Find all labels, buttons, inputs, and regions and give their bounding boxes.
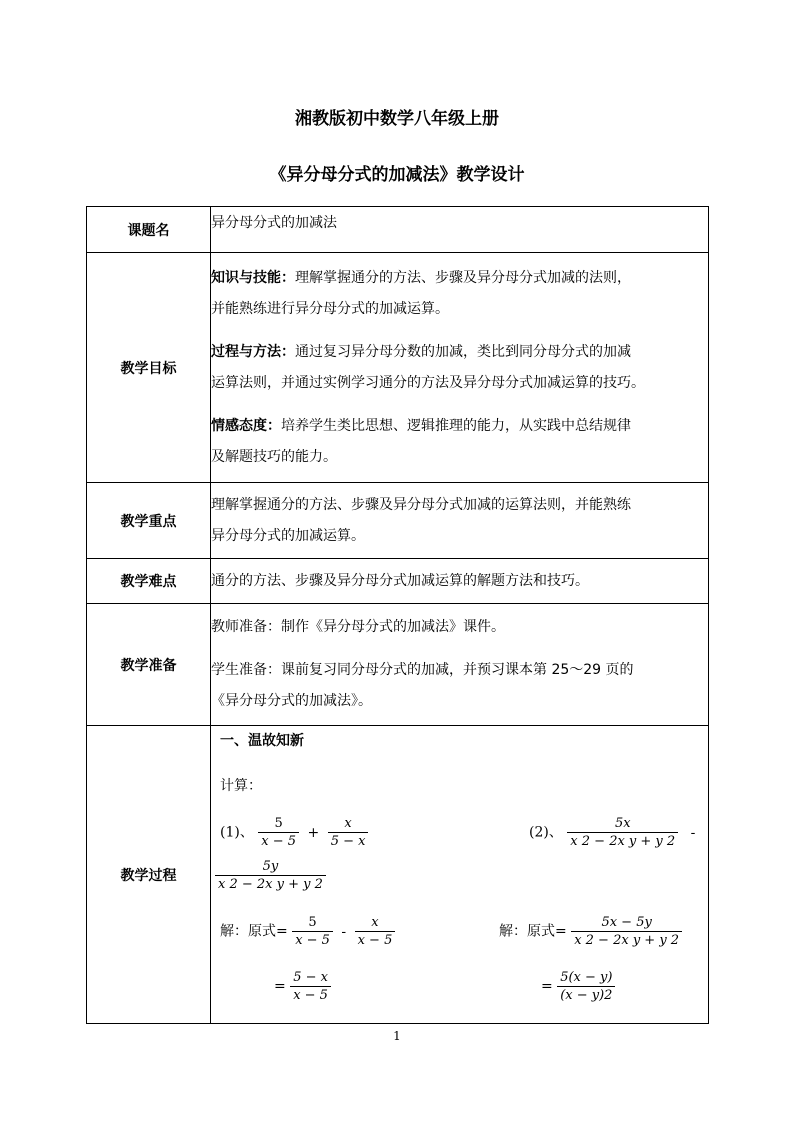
solution-2-step: = $\frac{5(x - y)}{(x - y)2}$	[541, 969, 615, 1004]
section-heading: 一、温故知新	[220, 733, 304, 749]
goal-attitude: 情感态度：培养学生类比思想、逻辑推理的能力，从实践中总结规律 及解题技巧的能力。	[211, 417, 631, 465]
topic-value: 异分母分式的加减法	[211, 207, 709, 253]
row-difficulties	[87, 559, 709, 604]
page-number: 1	[393, 1029, 401, 1043]
goals-content	[211, 253, 709, 483]
compute-label: 计算：	[220, 778, 262, 794]
row-process	[87, 726, 709, 1024]
row-goals	[87, 253, 709, 483]
row-preparation	[87, 604, 709, 726]
solution-1-step: = $\frac{5 - x}{x - 5}$	[274, 969, 331, 1004]
teacher-prep: 教师准备：制作《异分母分式的加减法》课件。	[211, 619, 505, 635]
label-difficulties: 教学难点	[87, 559, 211, 604]
process-content	[211, 726, 709, 1024]
problem-2-second-fraction: $\frac{5y}{\text{x 2 − 2x y + y 2}}$	[215, 858, 326, 893]
solution-2: 解：原式= $\frac{5x - 5y}{\text{x 2 − 2x y + y 2}}$	[499, 914, 682, 949]
row-topic	[87, 207, 709, 253]
label-process: 教学过程	[87, 726, 211, 1024]
label-preparation: 教学准备	[87, 604, 211, 726]
lesson-plan-table	[86, 206, 709, 1024]
problem-2: (2)、 $\frac{5x}{\text{x 2 − 2x y + y 2}}$ -	[529, 816, 696, 849]
label-topic: 课题名	[87, 207, 211, 253]
goal-knowledge: 知识与技能：理解掌握通分的方法、步骤及异分母分式加减的法则， 并能熟练进行异分母分式的加减运算。	[211, 269, 631, 317]
difficulties-content: 通分的方法、步骤及异分母分式加减运算的解题方法和技巧。	[211, 559, 709, 604]
label-goals: 教学目标	[87, 253, 211, 483]
document-subtitle: 《异分母分式的加减法》教学设计	[269, 165, 525, 185]
solution-1: 解：原式= $\frac{5}{x - 5}$ - $\frac{x}{x - 5}$	[220, 914, 395, 949]
preparation-content	[211, 604, 709, 726]
label-key-points: 教学重点	[87, 483, 211, 559]
document-title: 湘教版初中数学八年级上册	[295, 109, 499, 129]
row-key-points	[87, 483, 709, 559]
key-points-content: 理解掌握通分的方法、步骤及异分母分式加减的运算法则，并能熟练 异分母分式的加减运算。	[211, 483, 709, 559]
goal-process: 过程与方法：通过复习异分母分数的加减，类比到同分母分式的加减 运算法则，并通过实例学习通分的方法及异分母分式加减运算的技巧。	[211, 343, 645, 391]
student-prep: 学生准备：课前复习同分母分式的加减，并预习课本第 25～29 页的 《异分母分式的加减法》。	[211, 662, 634, 709]
problem-1: (1)、 $\frac{5}{x - 5}$ + $\frac{x}{5 - x}$	[220, 815, 368, 850]
